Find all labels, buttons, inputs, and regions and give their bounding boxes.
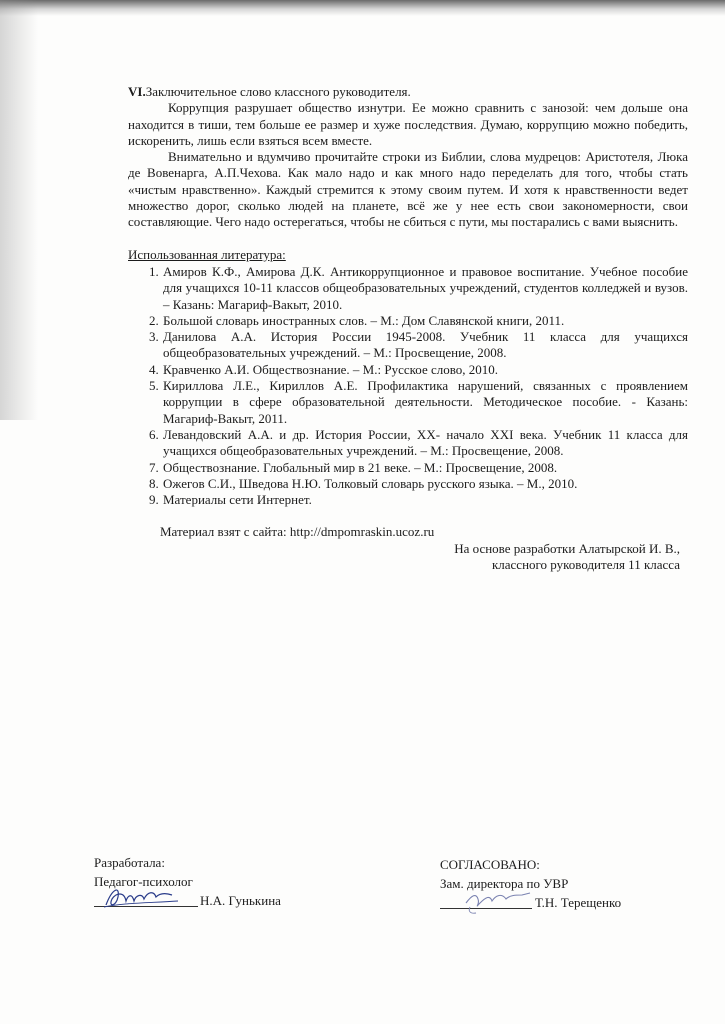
- paragraph-1: Коррупция разрушает общество изнутри. Ее можно сравнить с занозой: чем дольше она находится в тиши, тем больше ее размер и хуже последствия. Думаю, коррупцию можно победить, искоренить, лишь если взяться всем вместе.: [128, 100, 688, 148]
- reference-item: 3. Данилова А.А. История России 1945-2008. Учебник 11 класса для учащихся общеобразовательных учреждений. – М.: Просвещение, 2008.: [162, 329, 688, 362]
- source-line: Материал взят с сайта: http://dmpomraskin.ucoz.ru: [160, 524, 435, 540]
- signature-name-approver: Т.Н. Терещенко: [535, 895, 622, 910]
- credit-line-1: На основе разработки Алатырской И. В.,: [454, 540, 680, 556]
- signature-block-approval: [440, 855, 680, 912]
- reference-item: 1. Амиров К.Ф., Амирова Д.К. Антикоррупционное и правовое воспитание. Учебное пособие для учащихся 10-11 классов общеобразовательных учреждений, студентов колледжей и вузов. – Казань: Магариф-Вакыт, 2010.: [162, 264, 688, 313]
- signature-line-developer: [94, 891, 334, 910]
- credit-line-2: классного руководителя 11 класса: [491, 557, 680, 573]
- signature-label-developed: Разработала:: [94, 855, 165, 870]
- signature-block-developer: [94, 853, 334, 910]
- reference-item: 6. Левандовский А.А. и др. История России, XX- начало XXI века. Учебник 11 класса для учащихся общеобразовательных учреждений. – М.: Просвещение, 2008.: [162, 427, 688, 460]
- handwritten-signature-icon: [102, 881, 182, 911]
- handwritten-signature-icon: [460, 883, 540, 915]
- signature-position-approver: Зам. директора по УВР: [440, 876, 569, 891]
- scan-left-shadow: [0, 0, 38, 420]
- reference-item: 5. Кириллова Л.Е., Кириллов А.Е. Профилактика нарушений, связанных с проявлением коррупции в сфере образовательной деятельности. Методическое пособие. - Казань: Магариф-Вакыт, 2011.: [162, 378, 688, 427]
- document-body: [128, 84, 688, 573]
- reference-item: 2. Большой словарь иностранных слов. – М.: Дом Славянской книги, 2011.: [162, 313, 688, 329]
- reference-item: 9. Материалы сети Интернет.: [162, 492, 688, 508]
- signature-label-approved: СОГЛАСОВАНО:: [440, 857, 540, 872]
- section-numeral: VI.: [128, 84, 146, 99]
- section-heading: [128, 84, 688, 100]
- reference-item: 8. Ожегов С.И., Шведова Н.Ю. Толковый словарь русского языка. – М., 2010.: [162, 476, 688, 492]
- references-title: Использованная литература:: [128, 246, 286, 262]
- scan-top-shadow: [0, 0, 725, 16]
- paragraph-2: Внимательно и вдумчиво прочитайте строки из Библии, слова мудрецов: Аристотеля, Люка де Вовенарга, А.П.Чехова. Как мало надо и как много надо переделать для того, чтобы стать «чистым нравственно». Каждый стремится к этому своим путем. И хотя к нравственности ведет множество дорог, сколько людей на планете, всё же у нее есть свои закономерности, свои составляющие. Чего надо остерегаться, чтобы не сбиться с пути, мы постарались с вами выяснить.: [128, 149, 688, 230]
- signature-position-developer: Педагог-психолог: [94, 874, 193, 889]
- references-list: [128, 264, 688, 508]
- signature-line-approver: [440, 893, 680, 912]
- section-title: Заключительное слово классного руководителя.: [145, 84, 411, 99]
- signature-name-developer: Н.А. Гунькина: [200, 893, 281, 908]
- reference-item: 7. Обществознание. Глобальный мир в 21 веке. – М.: Просвещение, 2008.: [162, 460, 688, 476]
- reference-item: 4. Кравченко А.И. Обществознание. – М.: Русское слово, 2010.: [162, 362, 688, 378]
